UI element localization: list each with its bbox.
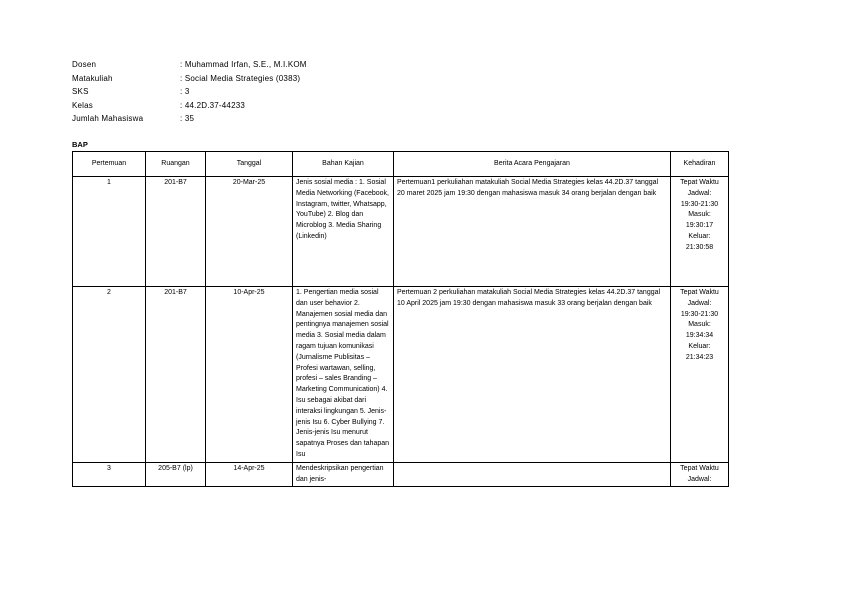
kehadiran-masuk: 19:34:34 [685, 332, 714, 340]
header-ruangan: Ruangan [146, 152, 206, 177]
header-pertemuan: Pertemuan [73, 152, 146, 177]
cell-pertemuan: 3 [73, 462, 146, 487]
kehadiran-jadwal: 19:30-21:30 [680, 200, 719, 208]
cell-kehadiran [671, 177, 729, 287]
cell-bahan-kajian: 1. Pengertian media sosial dan user behavior 2. Manajemen sosial media dan pentingnya manajemen sosial media 3. Sosial media dalam ragam tujuan komunikasi (Jurnalisme Publisitas – Profesi wartawan, selling, profesi – sales Branding – Marketing Communication) 4. Isu sebagai akibat dari interaksi lingkungan 5. Jenis-jenis Isu 6. Cyber Bullying 7. Jenis-jenis Isu menurut sapatnya Proses dan tahapan Isu [293, 287, 394, 463]
kehadiran-jadwal-label: Jadwal: [687, 475, 712, 483]
kehadiran-keluar-label: Keluar: [688, 342, 711, 350]
kehadiran-jadwal: 19:30-21:30 [680, 310, 719, 318]
course-info [72, 58, 307, 126]
info-value: : 3 [180, 87, 190, 97]
info-value: : 35 [180, 114, 195, 124]
info-row-sks [72, 85, 307, 99]
cell-ruangan: 205-B7 (lp) [146, 462, 206, 487]
info-label: Jumlah Mahasiswa [72, 114, 144, 124]
cell-tanggal: 14-Apr-25 [206, 462, 293, 487]
kehadiran-masuk: 19:30:17 [685, 222, 714, 230]
page-bottom-margin [0, 544, 842, 595]
info-value: : Muhammad Irfan, S.E., M.I.KOM [180, 60, 307, 69]
cell-ruangan: 201-B7 [146, 177, 206, 287]
cell-bahan-kajian: Jenis sosial media : 1. Sosial Media Networking (Facebook, Instagram, twitter, Whatsapp, YouTube) 2. Blog dan Microblog 3. Media Sharing (Linkedin) [293, 177, 394, 287]
cell-ruangan: 201-B7 [146, 287, 206, 463]
table-row [73, 287, 729, 463]
kehadiran-jadwal-label: Jadwal: [687, 299, 712, 307]
info-row-jumlah-mahasiswa [72, 112, 307, 126]
info-value: : Social Media Strategies (0383) [180, 73, 301, 83]
table-row [73, 177, 729, 287]
kehadiran-jadwal-label: Jadwal: [687, 189, 712, 197]
cell-tanggal: 10-Apr-25 [206, 287, 293, 463]
kehadiran-masuk-label: Masuk: [688, 321, 711, 329]
kehadiran-status: Tepat Waktu [680, 289, 719, 296]
cell-berita-acara: Pertemuan 2 perkuliahan matakuliah Social Media Strategies kelas 44.2D.37 tanggal 10 April 2025 jam 19:30 dengan mahasiswa masuk 33 orang berjalan dengan baik [394, 287, 671, 463]
kehadiran-masuk-label: Masuk: [688, 211, 711, 219]
info-row-kelas [72, 99, 307, 113]
info-row-dosen [72, 58, 307, 72]
table-header-row [73, 152, 729, 177]
info-label: Matakuliah [72, 73, 113, 83]
cell-kehadiran [671, 287, 729, 463]
cell-pertemuan: 2 [73, 287, 146, 463]
info-value: : 44.2D.37-44233 [180, 100, 246, 110]
cell-tanggal: 20-Mar-25 [206, 177, 293, 287]
cell-berita-acara [394, 462, 671, 487]
bahan-kajian-text: Mendeskripsikan pengertian dan jenis- [296, 464, 384, 483]
cell-bahan-kajian [293, 462, 394, 487]
kehadiran-keluar: 21:34:23 [685, 353, 714, 361]
header-berita-acara: Berita Acara Pengajaran [394, 152, 671, 177]
info-row-matakuliah [72, 72, 307, 86]
header-kehadiran: Kehadiran [671, 152, 729, 177]
table-row [73, 462, 729, 487]
info-label: Dosen [72, 60, 97, 69]
header-bahan-kajian: Bahan Kajian [293, 152, 394, 177]
cell-pertemuan: 1 [73, 177, 146, 287]
header-tanggal: Tanggal [206, 152, 293, 177]
section-label: BAP [72, 140, 88, 149]
info-label: SKS [72, 87, 89, 97]
info-label: Kelas [72, 100, 94, 110]
kehadiran-status: Tepat Waktu [680, 179, 719, 186]
kehadiran-keluar: 21:30:58 [685, 243, 714, 251]
cell-berita-acara: Pertemuan1 perkuliahan matakuliah Social Media Strategies kelas 44.2D.37 tanggal 20 maret 2025 jam 19:30 dengan mahasiswa masuk 34 orang berjalan dengan baik [394, 177, 671, 287]
bap-table [72, 151, 729, 487]
cell-kehadiran [671, 462, 729, 487]
kehadiran-status: Tepat Waktu [680, 464, 719, 472]
kehadiran-keluar-label: Keluar: [688, 232, 711, 240]
